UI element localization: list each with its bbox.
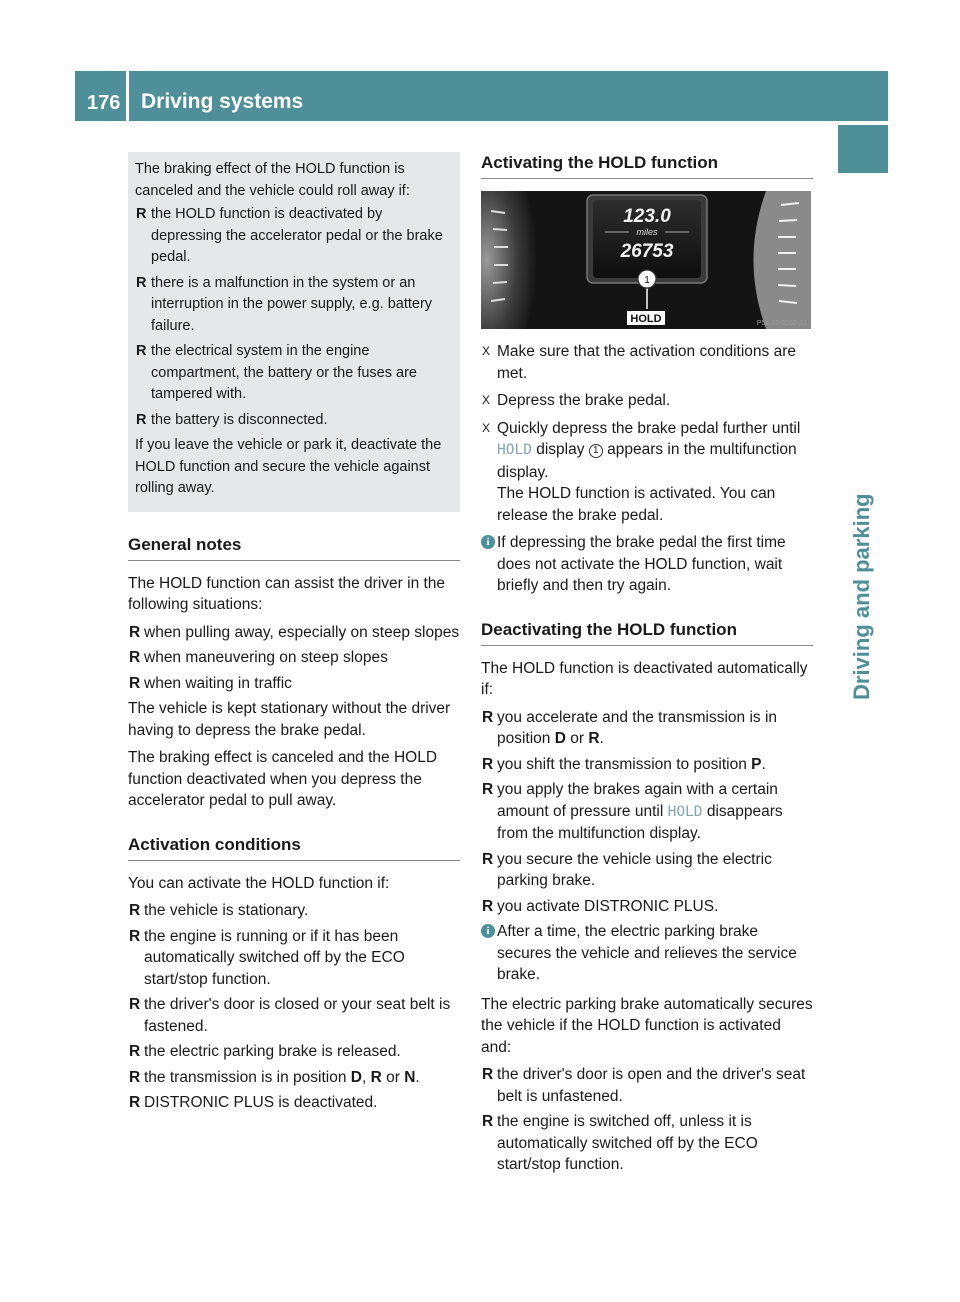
side-tab-label: Driving and parking [849,493,874,700]
display-unit: miles [636,227,658,237]
warning-bullet [135,204,452,269]
deactivating-intro: The HOLD function is deactivated automatically if: [481,659,808,698]
step-mark: X [482,344,491,358]
gear-n: N [404,1068,416,1086]
display-word-hold: HOLD [497,442,532,458]
bullet-text: the driver's door is closed or your seat belt is fastened. [144,996,451,1035]
display-word-hold: HOLD [667,803,703,820]
bullet-mark: R [129,1043,141,1060]
bullet-text: you shift the transmission to position [497,755,752,773]
list-item [128,673,460,695]
bullet-mark: R [129,674,141,692]
bullet-mark: R [136,274,147,291]
bullet-text: you accelerate and the transmission is in position [497,708,778,747]
step-item [481,390,813,412]
bullet-mark: R [129,1094,141,1111]
step-mark: X [482,393,491,407]
step-text: Make sure that the activation conditions are met. [497,343,796,382]
step-text: appears in the multifunction display. [497,441,797,481]
bullet-text: , [361,1068,371,1086]
bullet-text: or [381,1068,405,1086]
callout-ref: 1 [589,444,603,458]
step-mark: X [482,420,491,435]
step-text: Depress the brake pedal. [497,392,671,409]
bullet-text: the HOLD function is deactivated by depressing the accelerator pedal or the brake pedal. [151,206,443,265]
activation-intro: You can activate the HOLD function if: [128,874,390,892]
warning-box [128,152,460,512]
right-column [481,152,813,1180]
bullet-mark: R [482,781,494,798]
list-item [481,754,813,776]
figure-code: P54.32-9252-31 [756,320,807,327]
gear-r: R [588,730,600,747]
general-notes-para1: The vehicle is kept stationary without the driver having to depress the brake pedal. [128,700,451,739]
section-title: Driving systems [141,90,304,113]
warning-outro: If you leave the vehicle or park it, deactivate the HOLD function and secure the vehicle against rolling away. [135,437,442,496]
bullet-text: you activate DISTRONIC PLUS. [497,897,719,915]
list-item [481,707,813,750]
instrument-cluster-figure [481,191,811,329]
gear-d: D [350,1068,362,1086]
info-icon: i [481,535,495,549]
bullet-mark: R [129,996,141,1013]
bullet-text: the transmission is in position [144,1068,351,1086]
step-text: display [531,441,589,458]
bullet-text: or [565,730,589,747]
warning-bullet [135,273,452,338]
list-item [481,779,813,845]
hold-label: HOLD [630,313,662,325]
bullet-mark: R [129,1068,141,1086]
info-text: If depressing the brake pedal the first time does not activate the HOLD function, wait briefly and then try again. [497,534,786,594]
right-gauge [754,191,812,329]
general-notes-para2: The braking effect is canceled and the HOLD function deactivated when you depress the accelerator pedal to pull away. [128,749,438,809]
heading-deactivating: Deactivating the HOLD function [481,619,813,646]
bullet-mark: R [129,902,141,919]
bullet-text: DISTRONIC PLUS is deactivated. [144,1094,378,1111]
heading-general-notes: General notes [128,534,460,561]
bullet-mark: R [482,897,494,915]
header-bar [75,71,888,121]
bullet-mark: R [482,708,494,726]
step-result: The HOLD function is activated. You can release the brake pedal. [497,485,776,524]
callout-number: 1 [644,275,650,286]
bullet-text: you apply the brakes again with a certain amount of pressure until [497,781,778,820]
display-value-top: 123.0 [623,206,671,227]
bullet-mark: R [482,1113,494,1130]
list-item [481,1064,813,1107]
bullet-text: the driver's door is open and the driver's seat belt is unfastened. [497,1066,806,1105]
bullet-mark: R [482,850,494,868]
info-text: After a time, the electric parking brake secures the vehicle and relieves the service brake. [497,923,797,983]
gear-r: R [370,1068,382,1086]
left-gauge [481,191,539,329]
gear-d: D [554,730,566,747]
heading-activation-conditions: Activation conditions [128,834,460,861]
bullet-text: disappears from the multifunction display. [497,802,783,842]
list-item [128,647,460,669]
bullet-mark: R [129,623,141,641]
step-text: Quickly depress the brake pedal further until [497,419,801,437]
info-note [481,921,813,986]
header-divider [126,71,129,121]
bullet-text: the engine is switched off, unless it is automatically switched off by the ECO start/stop function. [497,1113,758,1173]
list-item [481,896,813,918]
deactivating-para: The electric parking brake automatically secures the vehicle if the HOLD function is activated and: [481,995,813,1056]
bullet-text: when maneuvering on steep slopes [144,649,388,666]
list-item [481,1111,813,1176]
bullet-text: the vehicle is stationary. [144,902,309,919]
warning-bullet [135,410,452,432]
list-item [128,1041,460,1063]
display-value-bottom: 26753 [620,241,674,262]
bullet-mark: R [136,206,147,222]
info-note [481,532,813,597]
info-icon: i [481,924,495,938]
general-notes-intro: The HOLD function can assist the driver in the following situations: [128,574,446,613]
list-item [128,926,460,991]
list-item [128,1067,460,1089]
bullet-text: you secure the vehicle using the electric parking brake. [497,850,772,889]
bullet-text: the engine is running or if it has been automatically switched off by the ECO start/stop function. [144,927,405,988]
list-item [128,994,460,1037]
list-item [128,900,460,922]
left-column [128,152,460,1118]
list-item [481,849,813,892]
heading-activating: Activating the HOLD function [481,152,813,179]
warning-intro: The braking effect of the HOLD function is canceled and the vehicle could roll away if: [135,161,410,199]
bullet-mark: R [136,343,147,359]
side-tab [838,125,888,173]
bullet-text: when waiting in traffic [144,674,292,692]
bullet-mark: R [482,1066,494,1083]
bullet-text: . [761,755,766,773]
bullet-text: the battery is disconnected. [151,411,328,428]
bullet-text: when pulling away, especially on steep slopes [144,623,460,641]
list-item [128,1092,460,1114]
bullet-text: the electrical system in the engine compartment, the battery or the fuses are tampered with. [151,343,417,402]
list-item [128,622,460,644]
bullet-text: . [599,730,604,747]
bullet-mark: R [136,411,147,428]
bullet-text: there is a malfunction in the system or an interruption in the power supply, e.g. battery failure. [151,274,433,334]
step-item [481,418,813,527]
step-item [481,341,813,384]
instrument-cluster-svg [481,191,811,329]
bullet-text: the electric parking brake is released. [144,1043,401,1060]
warning-bullet [135,341,452,406]
bullet-mark: R [129,649,141,666]
bullet-mark: R [482,755,494,773]
page-number: 176 [87,92,121,114]
bullet-mark: R [129,927,141,945]
gear-p: P [751,755,762,773]
bullet-text: . [415,1068,420,1086]
